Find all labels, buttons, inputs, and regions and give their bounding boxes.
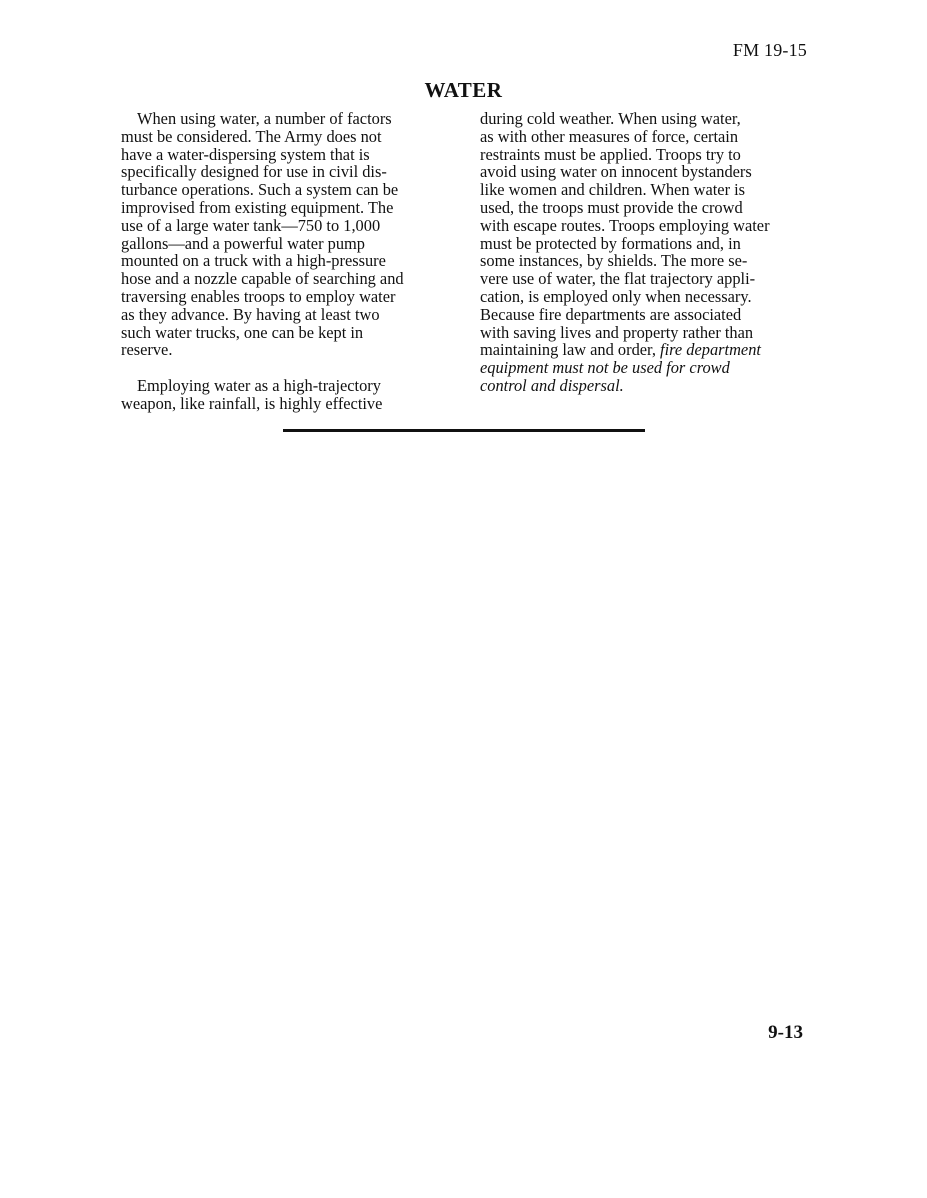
text-line: restraints must be applied. Troops try to bbox=[480, 144, 741, 164]
text-line: traversing enables troops to employ water bbox=[121, 286, 396, 306]
section-title: WATER bbox=[424, 78, 503, 102]
text-line: used, the troops must provide the crowd bbox=[480, 197, 743, 217]
text-line: hose and a nozzle capable of searching and bbox=[121, 269, 404, 289]
text-line: must be protected by formations and, in bbox=[480, 233, 741, 253]
text-line: Because fire departments are associated bbox=[480, 304, 742, 324]
text-line: improvised from existing equipment. The bbox=[121, 197, 394, 217]
document-id: FM 19-15 bbox=[732, 40, 807, 60]
text-line: as they advance. By having at least two bbox=[121, 304, 380, 324]
text-line: such water trucks, one can be kept in bbox=[121, 322, 364, 342]
text-line: Employing water as a high-trajectory bbox=[137, 375, 381, 395]
text-line: reserve. bbox=[121, 340, 173, 360]
text-line: When using water, a number of factors bbox=[137, 109, 392, 128]
text-line: vere use of water, the flat trajectory appli- bbox=[480, 269, 756, 289]
paragraph-gap bbox=[121, 359, 451, 377]
text-line: mounted on a truck with a high-pressure bbox=[121, 251, 386, 271]
left-column bbox=[121, 110, 451, 413]
text-line: use of a large water tank—750 to 1,000 bbox=[121, 215, 381, 235]
right-column bbox=[480, 110, 815, 395]
text-line: avoid using water on innocent bystanders bbox=[480, 162, 752, 182]
italic-text-line: control and dispersal. bbox=[480, 375, 624, 395]
paragraph-2 bbox=[121, 377, 451, 413]
paragraph-1 bbox=[121, 110, 451, 359]
text-line: cation, is employed only when necessary. bbox=[480, 286, 752, 306]
text-line: some instances, by shields. The more se- bbox=[480, 251, 748, 271]
text-line: turbance operations. Such a system can be bbox=[121, 180, 399, 200]
normal-text: maintaining law and order, bbox=[480, 340, 661, 360]
text-line: with saving lives and property rather than bbox=[480, 322, 754, 342]
mixed-text-line bbox=[480, 341, 815, 359]
section-end-rule bbox=[283, 429, 645, 432]
text-line: weapon, like rainfall, is highly effective bbox=[121, 393, 383, 413]
text-line: with escape routes. Troops employing water bbox=[480, 215, 770, 235]
page-number: 9-13 bbox=[768, 1022, 803, 1043]
italic-text-line: equipment must not be used for crowd bbox=[480, 358, 730, 378]
italic-emphasis: fire department bbox=[660, 340, 761, 360]
text-line: must be considered. The Army does not bbox=[121, 126, 382, 146]
text-line: like women and children. When water is bbox=[480, 180, 746, 200]
text-line: have a water-dispersing system that is bbox=[121, 144, 370, 164]
text-line: specifically designed for use in civil dis- bbox=[121, 162, 387, 182]
text-line: during cold weather. When using water, bbox=[480, 109, 741, 128]
text-line: gallons—and a powerful water pump bbox=[121, 233, 365, 253]
text-line: as with other measures of force, certain bbox=[480, 126, 739, 146]
